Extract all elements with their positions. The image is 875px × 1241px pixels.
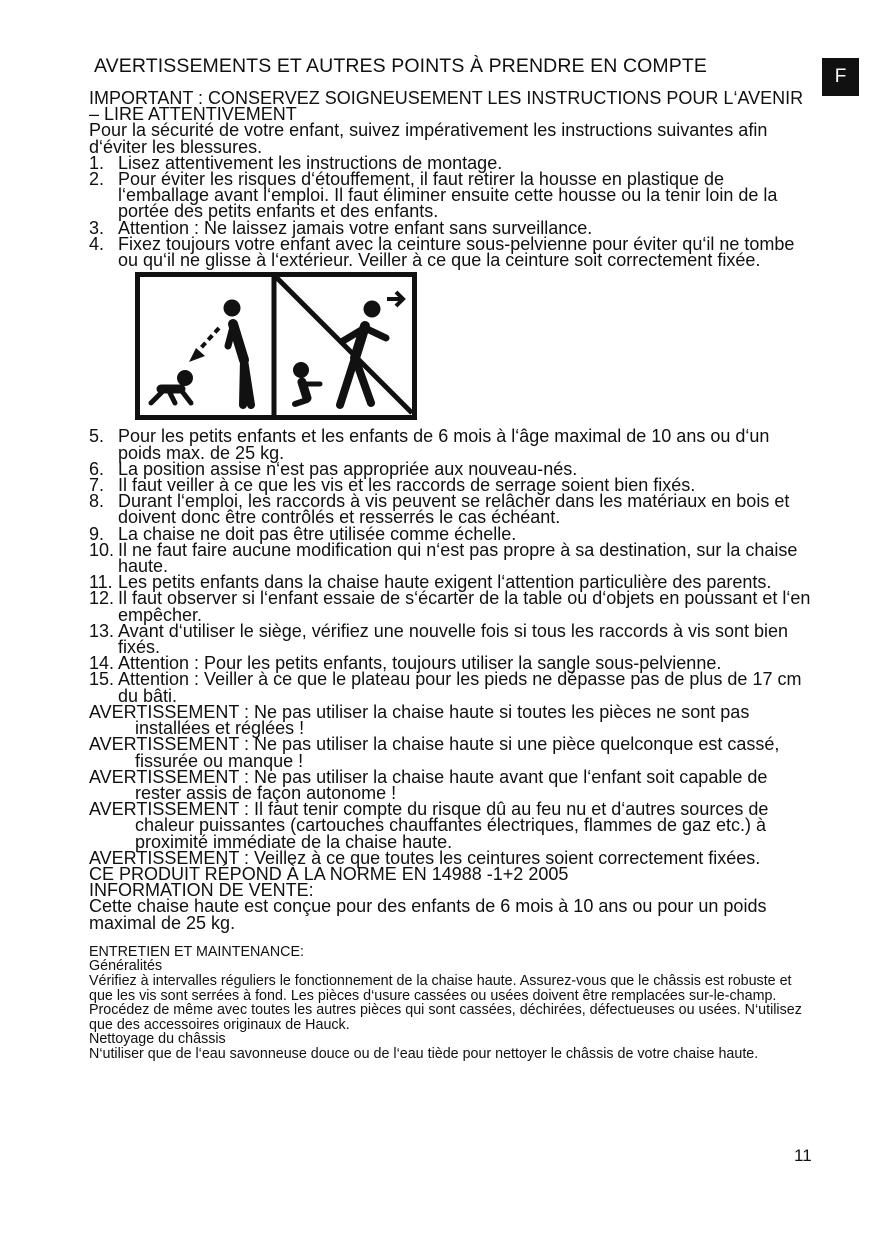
warnings-section	[89, 701, 814, 868]
list-item-number: 6.	[89, 458, 105, 479]
list-item-number: 5.	[89, 426, 105, 447]
list-item-text: Il faut veiller à ce que les vis et les raccords de serrage soient bien fixés.	[118, 475, 696, 496]
sale-info-heading: INFORMATION DE VENTE:	[89, 880, 314, 901]
list-item-number: 12.	[89, 588, 115, 609]
list-item-text: Lisez attentivement les instructions de montage.	[118, 152, 503, 173]
sale-info-text: Cette chaise haute est conçue pour des enfants de 6 mois à 10 ans ou pour un poids maximal de 25 kg.	[89, 896, 767, 933]
list-item-number: 1.	[89, 152, 105, 173]
cleaning-heading: Nettoyage du châssis	[89, 1031, 226, 1048]
list-item-text: Durant l‘emploi, les raccords à vis peuvent se relâcher dans les matériaux en bois et doivent donc être contrôlés et resserrés le cas échéant.	[118, 491, 790, 528]
language-badge: F	[822, 58, 859, 96]
list-item-text: Pour les petits enfants et les enfants de 6 mois à l‘âge maximal de 10 ans ou d‘un poids max. de 25 kg.	[118, 426, 770, 463]
list-item-text: Pour éviter les risques d‘étouffement, il faut retirer la housse en plastique de l‘emballage avant l‘emploi. Il faut éliminer ensuite cette housse ou la tenir loin de la portée des petits enfants et des enfants.	[118, 169, 778, 222]
warning-text: AVERTISSEMENT : Ne pas utiliser la chaise haute si toutes les pièces ne sont pas installées et réglées !	[89, 701, 750, 739]
maintenance-heading: ENTRETIEN ET MAINTENANCE:	[89, 943, 305, 960]
instruction-list-a	[89, 152, 814, 271]
list-item	[89, 539, 814, 577]
list-item	[89, 171, 814, 220]
list-item-text: Il ne faut faire aucune modification qui n‘est pas propre à sa destination, sur la chaise haute.	[118, 539, 798, 577]
document-body	[89, 90, 814, 1061]
list-item-text: Attention : Veiller à ce que le plateau pour les pieds ne dépasse pas de plus de 17 cm du bâti.	[118, 669, 802, 706]
norm-statement: CE PRODUIT RÉPOND À LA NORME EN 14988 -1+2 2005	[89, 863, 569, 884]
list-item-text: Les petits enfants dans la chaise haute exigent l‘attention particulière des parents.	[118, 572, 772, 593]
list-item-number: 8.	[89, 491, 105, 512]
cleaning-text: N‘utiliser que de l‘eau savonneuse douce ou de l‘eau tiède pour nettoyer le châssis de votre chaise haute.	[89, 1045, 759, 1062]
list-item-text: La chaise ne doit pas être utilisée comme échelle.	[118, 523, 517, 544]
list-item-number: 15.	[89, 669, 115, 690]
warning-text: AVERTISSEMENT : Ne pas utiliser la chaise haute avant que l‘enfant soit capable de rester assis de façon autonome !	[89, 766, 768, 803]
list-item-number: 2.	[89, 169, 105, 190]
important-intro: Pour la sécurité de votre enfant, suivez impérativement les instructions suivantes afin d‘éviter les blessures.	[89, 120, 768, 157]
list-item-text: Il faut observer si l‘enfant essaie de s‘écarter de la table ou d‘objets en poussant et l‘en empêcher.	[118, 588, 811, 625]
list-item-number: 10.	[89, 539, 115, 560]
list-item-number: 9.	[89, 523, 105, 544]
instruction-list-b	[89, 426, 814, 706]
list-item	[89, 491, 814, 528]
maintenance-section	[89, 945, 814, 1062]
list-item-number: 4.	[89, 233, 105, 254]
list-item	[89, 588, 814, 625]
warning-text: AVERTISSEMENT : Veillez à ce que toutes les ceintures soient correctement fixées.	[89, 847, 761, 868]
list-item-number: 13.	[89, 620, 115, 641]
child-fall-warning-pictogram	[135, 272, 417, 420]
list-item-text: Avant d‘utiliser le siège, vérifiez une nouvelle fois si tous les raccords à vis sont bien fixés.	[118, 620, 789, 658]
general-text: Vérifiez à intervalles réguliers le fonctionnement de la chaise haute. Assurez-vous que le châssis est robuste et que les vis sont serrées à fond. Les pièces d‘usure cassées ou usées doivent être remplacées sur-le-champ. Procédez de même avec toutes les autres pièces qui sont cassées, déchirées, défectueuses ou usées. N‘utilisez que des accessoires originaux de Hauck.	[89, 972, 802, 1033]
list-item-number: 3.	[89, 217, 105, 238]
list-item	[89, 669, 814, 706]
warning-text: AVERTISSEMENT : Ne pas utiliser la chaise haute si une pièce quelconque est cassé, fissurée ou manque !	[89, 734, 780, 771]
page-title: AVERTISSEMENTS ET AUTRES POINTS À PRENDRE EN COMPTE	[94, 55, 707, 77]
warning-text: AVERTISSEMENT : Il faut tenir compte du risque dû au feu nu et d‘autres sources de chaleur puissantes (cartouches chauffantes électriques, flammes de gaz etc.) à proximité immédiate de la chaise haute.	[89, 799, 769, 852]
list-item	[89, 620, 814, 658]
important-heading: IMPORTANT : CONSERVEZ SOIGNEUSEMENT LES INSTRUCTIONS POUR L‘AVENIR – LIRE ATTENTIVEMENT	[89, 88, 804, 125]
list-item	[89, 233, 814, 271]
list-item-number: 14.	[89, 653, 115, 674]
list-item-text: Attention : Ne laissez jamais votre enfant sans surveillance.	[118, 217, 593, 238]
general-heading: Généralités	[89, 958, 163, 975]
list-item	[89, 426, 814, 463]
list-item-text: La position assise n‘est pas appropriée aux nouveau-nés.	[118, 458, 578, 479]
list-item-text: Attention : Pour les petits enfants, toujours utiliser la sangle sous-pelvienne.	[118, 653, 722, 674]
page-number: 11	[794, 1146, 812, 1165]
list-item-number: 11.	[89, 572, 113, 593]
list-item-number: 7.	[89, 475, 105, 496]
list-item-text: Fixez toujours votre enfant avec la ceinture sous-pelvienne pour éviter qu‘il ne tombe ou qu‘il ne glisse à l‘extérieur. Veiller à ce que la ceinture soit correctement fixée.	[118, 233, 795, 271]
